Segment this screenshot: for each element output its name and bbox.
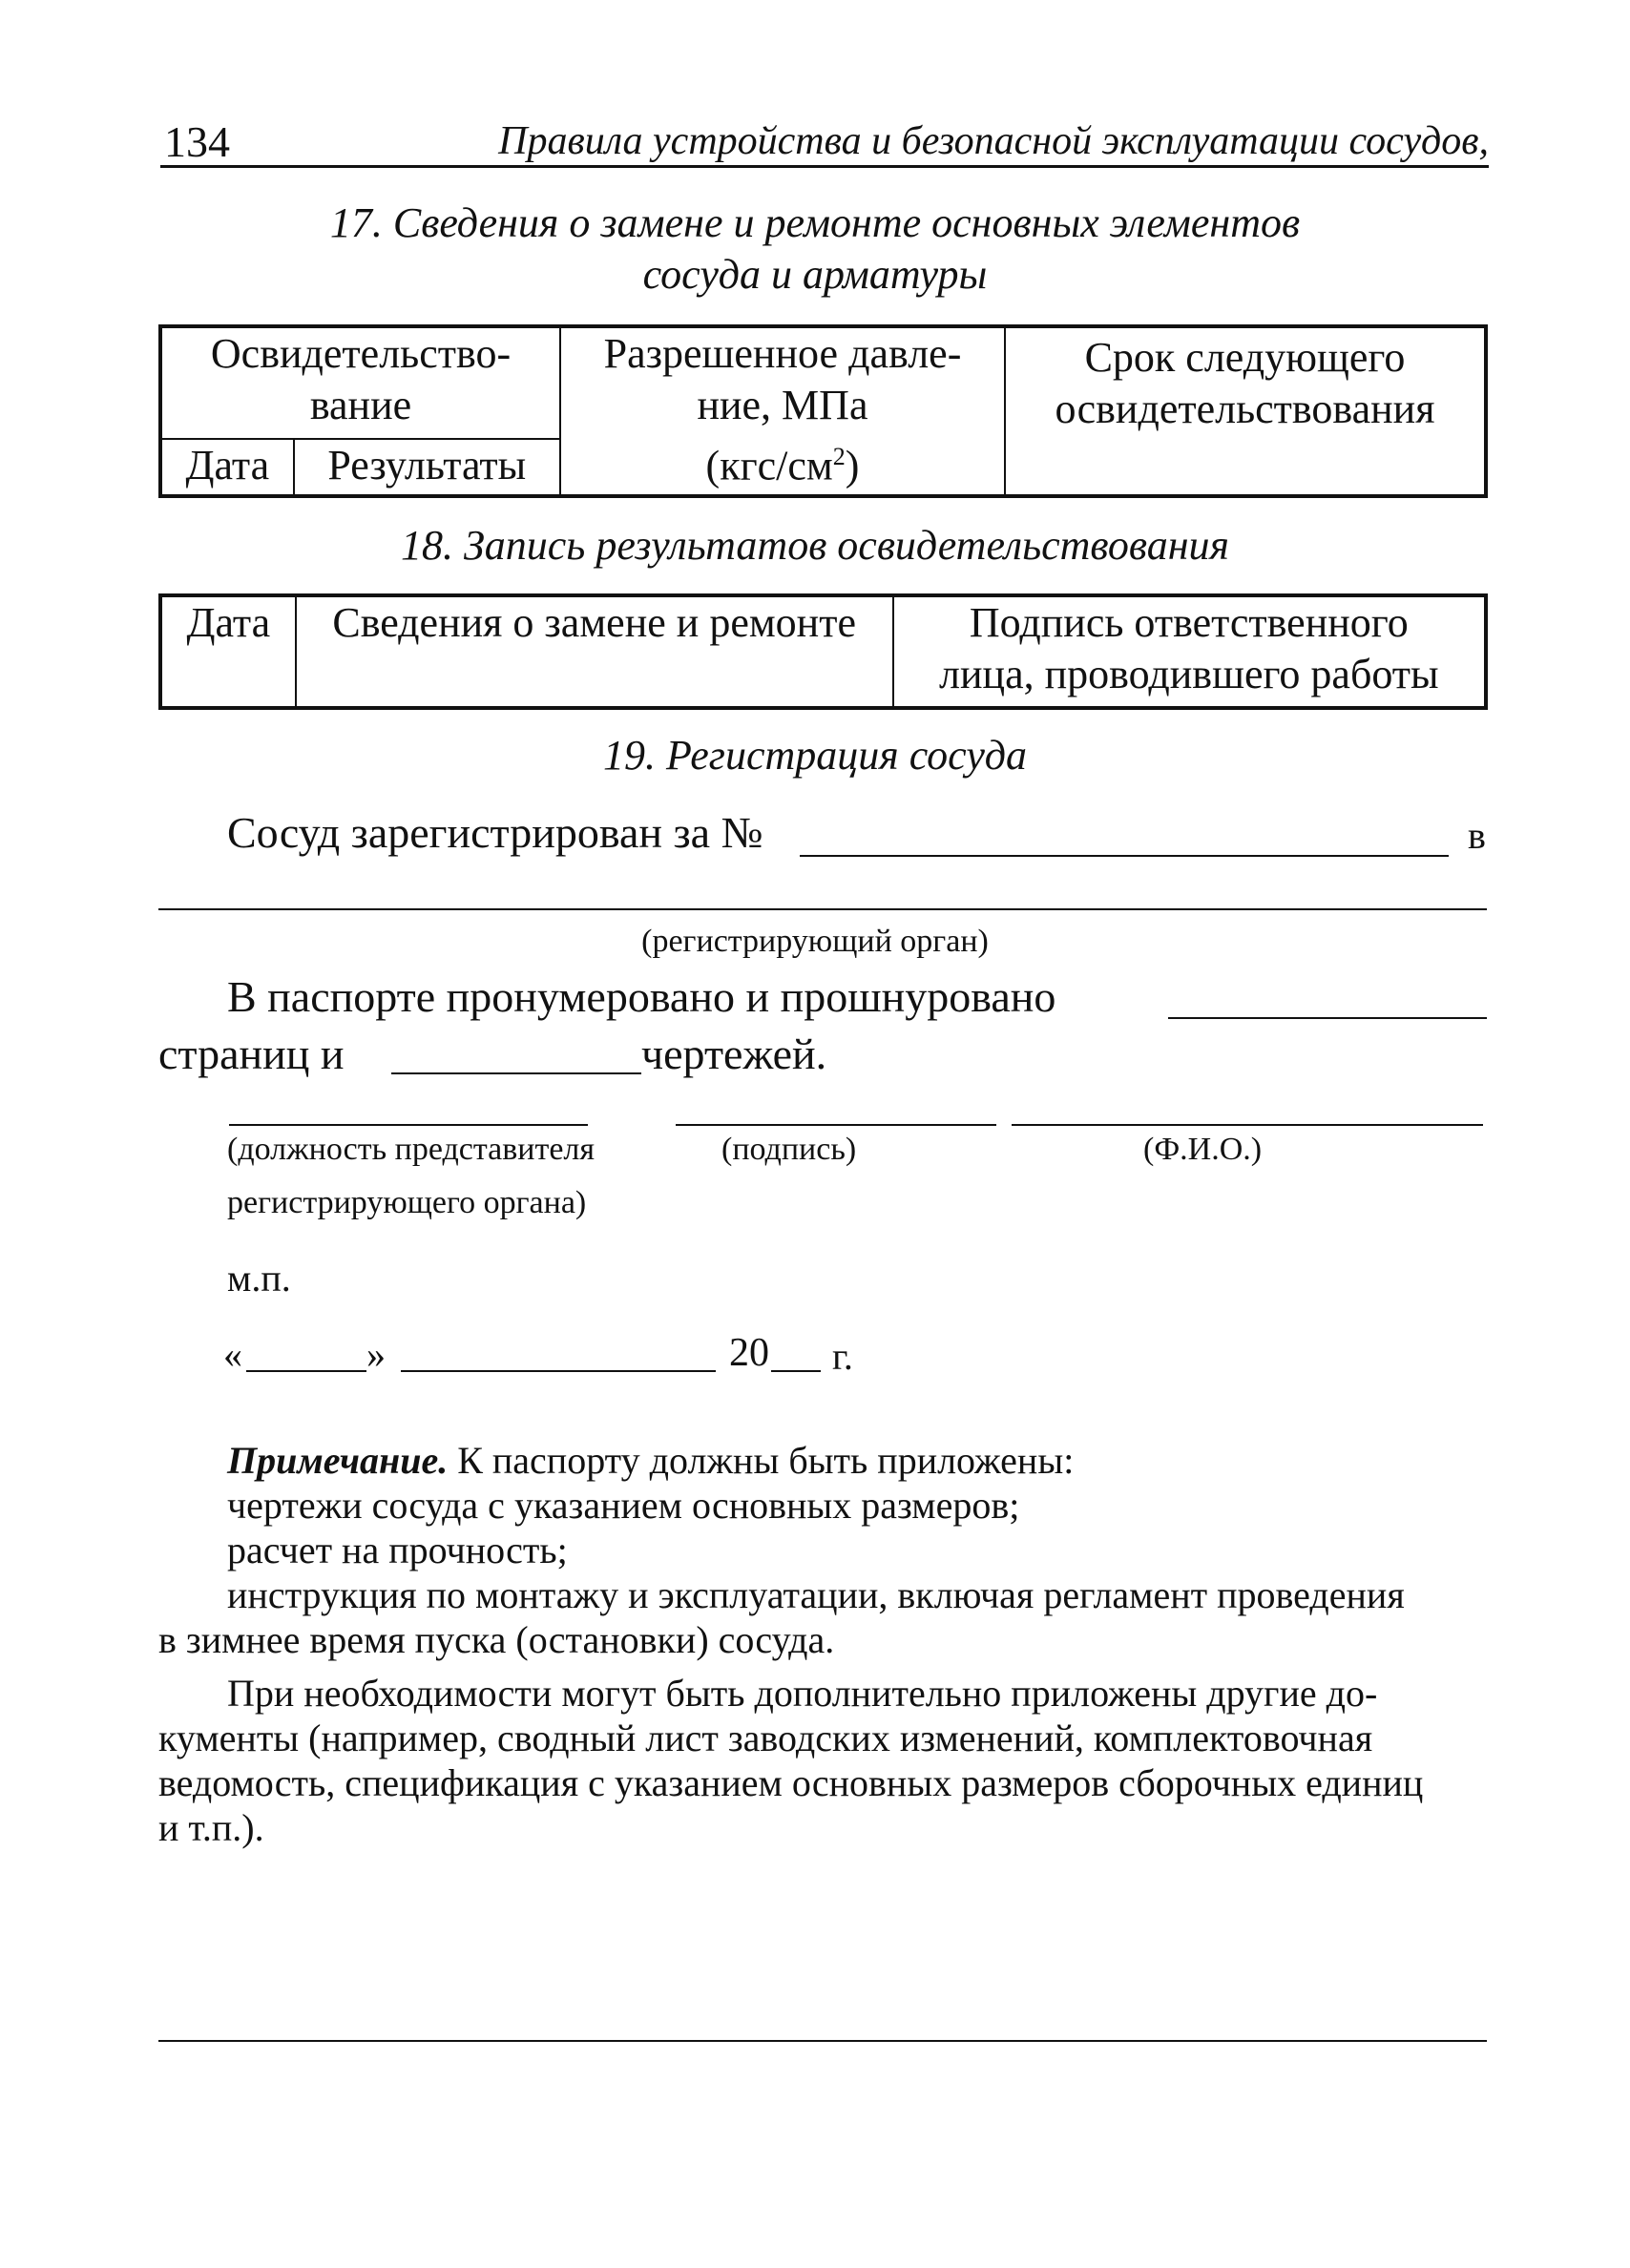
- note-para-line3: ведомость, спецификация с указанием основных размеров сборочных единиц: [158, 1761, 1424, 1804]
- registered-text: Сосуд зарегистрирован за №: [227, 808, 763, 857]
- date-month-field[interactable]: [401, 1370, 716, 1372]
- drawings-count-field[interactable]: [391, 1072, 641, 1074]
- date-close-quote: »: [366, 1333, 386, 1376]
- results-subheader: Результаты: [294, 439, 560, 496]
- date-subheader: Дата: [160, 439, 294, 496]
- section-17-table: [158, 324, 1488, 498]
- header-rule: [160, 165, 1489, 168]
- section-17-title-line2: сосуда и арматуры: [642, 251, 988, 298]
- registering-body-field[interactable]: [158, 908, 1487, 910]
- full-name-field[interactable]: [1012, 1124, 1483, 1126]
- signature-field[interactable]: [676, 1124, 996, 1126]
- section-17-title-line1: 17. Сведения о замене и ремонте основных элементов: [329, 199, 1301, 246]
- section-18-title: 18. Запись результатов освидетельствования: [400, 522, 1229, 569]
- section-19-title: 19. Регистрация сосуда: [602, 732, 1028, 779]
- pages-text-line2b: чертежей.: [641, 1030, 827, 1078]
- date-open-quote: «: [223, 1333, 242, 1376]
- note-para-line2: кументы (например, сводный лист заводских изменений, комплектовочная: [158, 1717, 1373, 1759]
- note-item-1: чертежи сосуда с указанием основных размеров;: [227, 1484, 1020, 1527]
- note-para-line4: и т.п.).: [158, 1806, 264, 1849]
- date-header: Дата: [160, 595, 296, 708]
- section-18-table: [158, 593, 1488, 710]
- date-year-suffix: г.: [832, 1335, 853, 1378]
- date-day-field[interactable]: [246, 1370, 366, 1372]
- replacement-info-header: Сведения о замене и ремонте: [296, 595, 893, 708]
- allowed-pressure-header: Разрешенное давле- ние, МПа $(кгс/см^2)$: [560, 326, 1005, 496]
- note-para-line1: При необходимости могут быть дополнительно приложены другие до-: [227, 1672, 1378, 1715]
- date-year-prefix: 20: [729, 1331, 769, 1375]
- page-number: 134: [164, 117, 230, 166]
- registered-in-text: в: [1468, 814, 1486, 857]
- pages-text-line1: В паспорте пронумеровано и прошнуровано: [227, 972, 1056, 1021]
- next-inspection-header: Срок следующего освидетельствования: [1005, 326, 1486, 496]
- inspection-group-header: Освидетельство- вание: [160, 326, 560, 439]
- footer-rule: [158, 2040, 1487, 2042]
- position-field[interactable]: [229, 1124, 588, 1126]
- date-year-field[interactable]: [771, 1370, 821, 1372]
- position-caption-line1: (должность представителя: [227, 1132, 596, 1167]
- registering-body-caption: (регистрирующий орган): [641, 924, 989, 959]
- pages-count-field[interactable]: [1168, 1017, 1487, 1019]
- responsible-signature-header: Подпись ответственного лица, проводившего работы: [893, 595, 1486, 708]
- running-title: Правила устройства и безопасной эксплуатации сосудов,: [498, 119, 1489, 163]
- pages-text-line2a: страниц и: [158, 1030, 345, 1078]
- note-item-3-line2: в зимнее время пуска (остановки) сосуда.: [158, 1618, 835, 1661]
- note-first-line: [227, 1439, 1074, 1483]
- full-name-caption: (Ф.И.О.): [1143, 1132, 1263, 1167]
- seal-place: м.п.: [227, 1257, 291, 1300]
- registration-number-field[interactable]: [800, 855, 1449, 857]
- note-intro: К паспорту должны быть приложены:: [457, 1439, 1075, 1482]
- note-item-3-line1: инструкция по монтажу и эксплуатации, включая регламент проведения: [227, 1573, 1405, 1616]
- position-caption-line2: регистрирующего органа): [227, 1185, 587, 1220]
- note-item-2: расчет на прочность;: [227, 1529, 568, 1571]
- signature-caption: (подпись): [721, 1132, 857, 1167]
- note-label: Примечание.: [227, 1439, 449, 1482]
